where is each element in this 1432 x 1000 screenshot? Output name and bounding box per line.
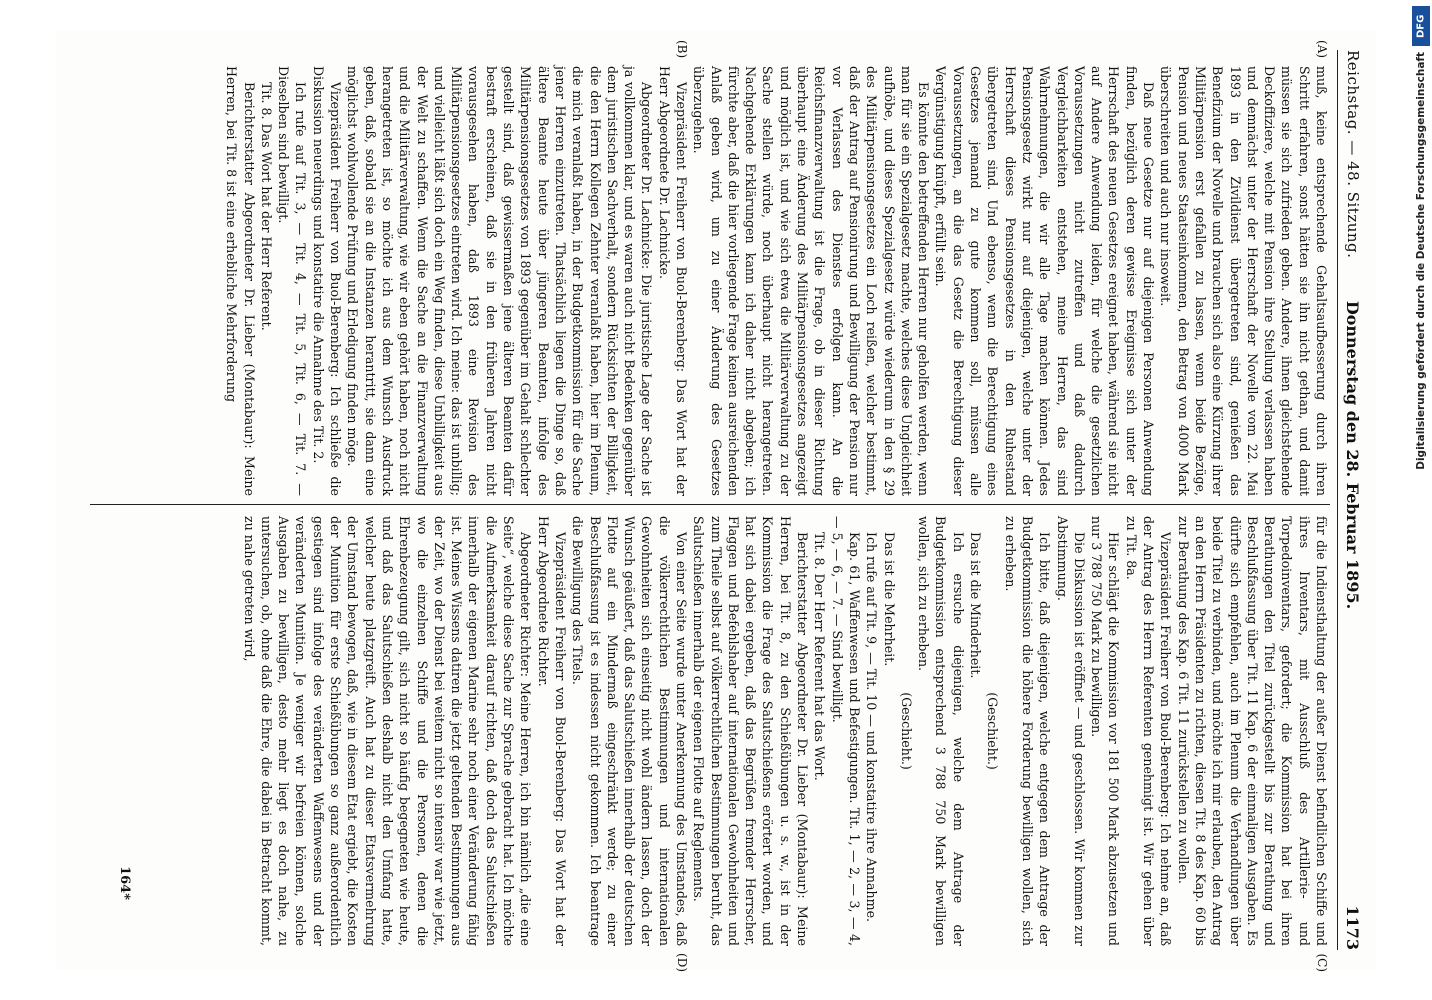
paragraph: Tit. 8. Das Wort hat der Herr Referent. bbox=[258, 82, 274, 331]
right-column bbox=[90, 516, 1330, 972]
paragraph: Das ist die Minderheit. bbox=[968, 532, 984, 679]
paragraph: Hier schlägt die Kommission vor 181 500 Mark abzusetzen und nur 3 788 750 Mark zu bewilligen. bbox=[1089, 516, 1122, 946]
left-column bbox=[90, 40, 1330, 496]
paragraph: (Geschieht.) bbox=[985, 692, 1001, 770]
margin-marker-c: (C) bbox=[1315, 953, 1329, 972]
paragraph: Es könnte den betreffenden Herren nur geholfen werden, wenn man für sie ein Spezialgesetz machte, welches diese Ungleichheit aufhöbe, und dieses Spezialgesetz würde wiederum in den § 29 des Militärpensionsgesetzes ein Loch reißen, welcher bestimmt, daß der Antrag auf Pensionirung und Bewilligung der Pension nur vor Verlassen des Dienstes erfolgen kann. An die Reichsfinanzverwaltung ist die Frage, ob in dieser Richtung überhaupt eine Änderung des Militärpensionsgesetzes angezeigt und möglich ist, und wie sich etwa die Militärverwaltung zu der Sache stellen würde, noch überhaupt nicht herangetreten. Nachgehende Erklärungen kann ich daher nicht abgeben; ich fürchte aber, daß die hier vorliegende Frage keinen ausreichenden Anlaß geben wird, um zu einer Änderung des Gesetzes überzugehen. bbox=[691, 66, 932, 496]
paragraph: Von einer Seite wurde unter Anerkennung des Umstandes, daß die völkerrechtlichen Bestimmungen und internationalen Gewohnheiten sich einseitig nicht wohl ändern lassen, doch der Wunsch geäußert, daß das Salutschießen innerhalb der deutschen Flotte auf ein Mindermaß eingeschränkt werde; zu einer Beschlußfassung ist es indessen nicht gekommen. Ich beantrage die Bewilligung des Titels. bbox=[570, 516, 690, 946]
paragraph: Kap. 61, Waffenwesen und Befestigungen. Tit. 1, — 2, — 3, — 4, — 5, — 6, — 7. — Sind bewilligt. bbox=[829, 516, 862, 946]
paragraph: für die Indiensthaltung der außer Dienst befindlichen Schiffe und ihres Inventars, mit Ausschluß des Artillerie- und Torpedoinventars, gefordert; die Kommission hat bei ihren Berathungen den Titel zurückgestellt bis zur Berathung und Beschlußfassung über Tit. 11 Kap. 6 der einmaligen Ausgaben. Es dürfte sich empfehlen, auch im Plenum die Verhandlungen über beide Titel zu verbinden, und möchte ich mir erlauben, den Antrag an den Herrn Präsidenten zu richten, diesen Tit. 8 des Kap. 60 bis zur Berathung des Kap. 6 Tit. 11 zurückstellen zu wollen. bbox=[1175, 516, 1329, 946]
paragraph: Ich rufe auf Tit. 3, — Tit. 4, — Tit. 5, Tit. 6, — Tit. 7. — Dieselben sind bewilligt. bbox=[276, 66, 309, 496]
paragraph: (Geschieht.) bbox=[898, 692, 914, 770]
paragraph: Die Diskussion ist eröffnet — und geschlossen. Wir kommen zur Abstimmung. bbox=[1054, 516, 1087, 946]
funding-notice: Digitalisierung gefördert durch die Deutsche Forschungsgemeinschaft bbox=[1415, 52, 1427, 470]
signature-mark: 164* bbox=[117, 866, 132, 900]
paragraph: Vizepräsident Freiherr von Buol-Berenberg: Das Wort hat der Herr Abgeordnete Dr. Lachnicke. bbox=[656, 66, 690, 496]
paragraph: muß, keine entsprechende Gehaltsaufbesserung durch ihren Schritt erfahren, sonst hätten sie ihn nicht gethan, und damit müssen sie sich zufrieden geben. Andere, ihnen gleichstehende Deckoffiziere, welche mit Pension ihre Stellung verlassen haben und demnächst unter der Herrschaft der Novelle vom 22. Mai 1893 in den Zivildienst übergetreten sind, genießen das Benefizium der Novelle und brauchen sich also eine Kürzung ihrer Militärpension erst gefallen zu lassen, wenn beide Bezüge, Pension und neues Staatseinkommen, den Betrag von 4000 Mark überschreiten und auch nur insoweit. bbox=[1158, 66, 1329, 496]
paragraph: Abgeordneter Dr. Lachnicke: Die juristische Lage der Sache ist ja vollkommen klar, und es waren auch nicht Bedenken gegenüber dem juristischen Sachverhalt, sondern Rücksichten der Billigkeit, die den Herrn Kollegen Zehnter veranlaßt haben, hier im Plenum, die mich veranlaßt haben, in der Budgetkommission für die Sache jener Herren einzutreten. Thatsächlich liegen die Dinge so, daß ältere Beamte heute über jüngeren Beamten, infolge des Militärpensionsgesetzes von 1893 gegenüber im Gehalt schlechter gestellt sind, daß gewissermaßen jene älteren Beamten dafür bestraft erscheinen, daß sie in den früheren Jahren nicht vorausgesehen haben, daß 1893 eine Revision des Militärpensionsgesetzes eintreten wird. Ich meine: das ist unbillig; und vielleicht läßt sich doch ein Weg finden, diese Unbilligkeit aus der Welt zu schaffen. Wenn die Sache an die Finanzverwaltung und die Militärverwaltung, wie wir eben gehört haben, noch nicht herangetreten ist, so möchte ich aus dem Wunsch Ausdruck geben, daß, sobald sie an die Instanzen herantritt, sie dann eine möglichst wohlwollende Prüfung und Erledigung finden möge. bbox=[345, 66, 655, 496]
paragraph: Vizepräsident Freiherr von Buol-Berenberg: Das Wort hat der Herr Abgeordnete Richter. bbox=[535, 516, 568, 946]
paragraph: Abgeordneter Richter: Meine Herren, ich bin nämlich „die eine Seite“, welche diese Sache zur Sprache gebracht hat. Ich möchte die Aufmerksamkeit darauf richten, daß doch das Salutschießen innerhalb der eigenen Marine sehr noch einer Veränderung fähig ist. Meines Wissens datiren die jetzt geltenden Bestimmungen aus der Zeit, wo der Dienst bei weitem nicht so intensiv war wie jetzt, wo die einzelnen Schiffe und die Personen, denen die Ehrenbezeugung gilt, sich nicht so häufig begegneten wie heute, und daß das Salutschießen deshalb nicht den Umfang hatte, welcher heute platzgreift. Auch hat zu dieser Etatsvermehrung der Umstand bewogen, daß, wie in diesem Etat ergiebt, die Kosten der Munition für erste Schießübungen so ganz außerordentlich gestiegen sind infolge des veränderten Waffenwesens und der veränderten Munition. Je weniger wir befreien können, solche Ausgaben zu bewilligen, desto mehr liegt es doch nahe, zu untersuchen, ob, ohne daß die Ehre, die dabei in Betracht kommt, zu nahe getreten wird, bbox=[241, 516, 534, 946]
header-rule bbox=[1337, 50, 1338, 950]
dfg-logo: DFG bbox=[1412, 6, 1430, 46]
header-left: Reichstag. — 48. Sitzung. bbox=[1344, 50, 1362, 259]
paragraph: Berichterstatter Abgeordneter Dr. Lieber (Montabaur): Meine Herren, bei Tit. 8, zu den Schießübungen u. s. w., ist in der Kommission die Frage des Salutschießens erörtert worden, und hat sich dabei ergeben, daß das Begrüßen fremder Herrscher, Flaggen und Befehlshaber auf internationalen Gewohnheiten und zum Theile selbst auf völkerrechtlichen Bestimmungen beruht, das Salutschießen innerhalb der eigenen Flotte auf Reglements. bbox=[691, 516, 811, 946]
paragraph: Tit. 8. Der Herr Referent hat das Wort. bbox=[812, 532, 828, 781]
paragraph: Vizepräsident Freiherr von Buol-Berenberg: Ich schließe die Diskussion neuerdings und konstatire die Annahme des Tit. 2. bbox=[310, 66, 344, 496]
paragraph: Ich ersuche diejenigen, welche dem Antrage der Budgetkommission entsprechend 3 788 750 Mark bewilligen wollen, sich zu erheben. bbox=[916, 516, 966, 946]
paragraph: Vizepräsident Freiherr von Buol-Berenberg: Ich nehme an, daß der Antrag des Herrn Referenten genehmigt ist. Wir gehen über zu Tit. 8a. bbox=[1123, 516, 1174, 946]
paragraph: Ich rufe auf Tit. 9, — Tit. 10 — und konstatire ihre Annahme. bbox=[864, 532, 880, 923]
dfg-watermark bbox=[1412, 6, 1430, 992]
paragraph: Das ist die Mehrheit. bbox=[881, 532, 897, 667]
header-date: Donnerstag den 28. Februar 1895. bbox=[1343, 300, 1362, 610]
column-separator bbox=[90, 504, 1330, 505]
running-header bbox=[1338, 50, 1368, 950]
margin-marker-b: (B) bbox=[675, 40, 689, 59]
paragraph: Daß neue Gesetze nur auf diejenigen Personen Anwendung finden, bezüglich deren gewisse Ereignisse sich unter der Herrschaft des neuen Gesetzes ereignet haben, während sie nicht auf Andere Anwendung leiden, für welche die gesetzlichen Voraussetzungen nicht zutreffen und daß dadurch Vergleichbarkeiten entstehen, meine Herren, das sind Wahrnehmungen, die wir alle Tage machen können. Jedes Pensionsgesetz wirkt nur auf diejenigen, welche unter der Herrschaft dieses Pensionsgesetzes in den Ruhestand übergetreten sind. Und ebenso, wenn die Berechtigung eines Gesetzes jemand zu gute kommen soll, müssen alle Voraussetzungen, an die das Gesetz die Berechtigung dieser Vergünstigung knüpft, erfüllt sein. bbox=[933, 66, 1157, 496]
margin-marker-a: (A) bbox=[1315, 40, 1329, 59]
paragraph: Berichterstatter Abgeordneter Dr. Lieber (Montabaur): Meine Herren, bei Tit. 8 ist eine erhebliche Mehrforderung bbox=[224, 66, 257, 496]
paragraph: Ich bitte, daß diejenigen, welche entgegen dem Antrage der Budgetkommission die höhere Forderung bewilligen wollen, sich zu erheben. bbox=[1002, 516, 1053, 946]
page-number: 1173 bbox=[1343, 905, 1362, 950]
document-page bbox=[56, 30, 1376, 970]
margin-marker-d: (D) bbox=[675, 953, 689, 972]
